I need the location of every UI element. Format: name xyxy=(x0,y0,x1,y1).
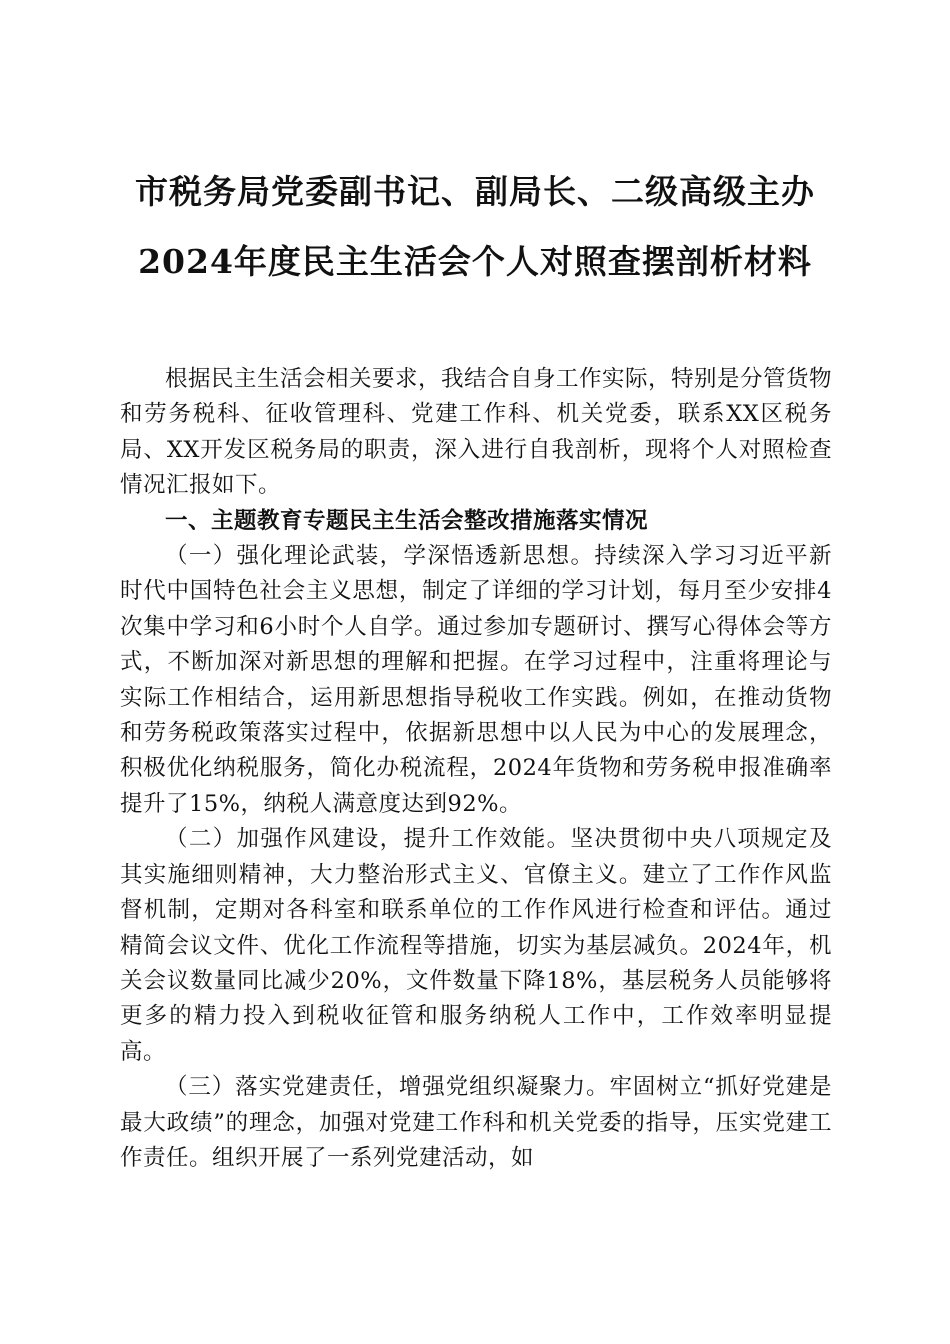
item-2-text: 坚决贯彻中央八项规定及其实施细则精神，大力整治形式主义、官僚主义。建立了工作作风监督机制，定期对各科室和联系单位的工作作风进行检查和评估。通过精简会议文件、优化工作流程等措施，切实为基层减负。2024年，机关会议数量同比减少20%，文件数量下降18%，基层税务人员能够将更多的精力投入到税收征管和服务纳税人工作中，工作效率明显提高。 xyxy=(120,826,832,1065)
item-1-text: 持续深入学习习近平新时代中国特色社会主义思想，制定了详细的学习计划，每月至少安排4次集中学习和6小时个人自学。通过参加专题研讨、撰写心得体会等方式，不断加深对新思想的理解和把握。在学习过程中，注重将理论与实际工作相结合，运用新思想指导税收工作实践。例如，在推动货物和劳务税政策落实过程中，依据新思想中以人民为中心的发展理念，积极优化纳税服务，简化办税流程，2024年货物和劳务税申报准确率提升了15%，纳税人满意度达到92%。 xyxy=(120,543,832,817)
paragraph-item-1 xyxy=(120,539,832,822)
item-3-lead: （三）落实党建责任，增强党组织凝聚力。 xyxy=(165,1074,610,1101)
item-1-lead: （一）强化理论武装，学深悟透新思想。 xyxy=(165,543,595,570)
item-3-text: 牢固树立“抓好党建是最大政绩”的理念，加强对党建工作科和机关党委的指导，压实党建工作责任。组织开展了一系列党建活动，如 xyxy=(120,1074,832,1171)
document-body xyxy=(120,362,832,1176)
paragraph-item-3 xyxy=(120,1070,832,1176)
document-title-line-1: 市税务局党委副书记、副局长、二级高级主办 xyxy=(135,172,815,211)
item-2-lead: （二）加强作风建设，提升工作效能。 xyxy=(165,826,571,853)
intro-paragraph: 根据民主生活会相关要求，我结合自身工作实际，特别是分管货物和劳务税科、征收管理科、党建工作科、机关党委，联系XX区税务局、XX开发区税务局的职责，深入进行自我剖析，现将个人对照检查情况汇报如下。 xyxy=(120,366,833,499)
paragraph-item-2 xyxy=(120,822,832,1070)
document-title-line-2: 2024年度民主生活会个人对照查摆剖析材料 xyxy=(138,242,812,281)
section-heading-1: 一、主题教育专题民主生活会整改措施落实情况 xyxy=(165,507,649,534)
